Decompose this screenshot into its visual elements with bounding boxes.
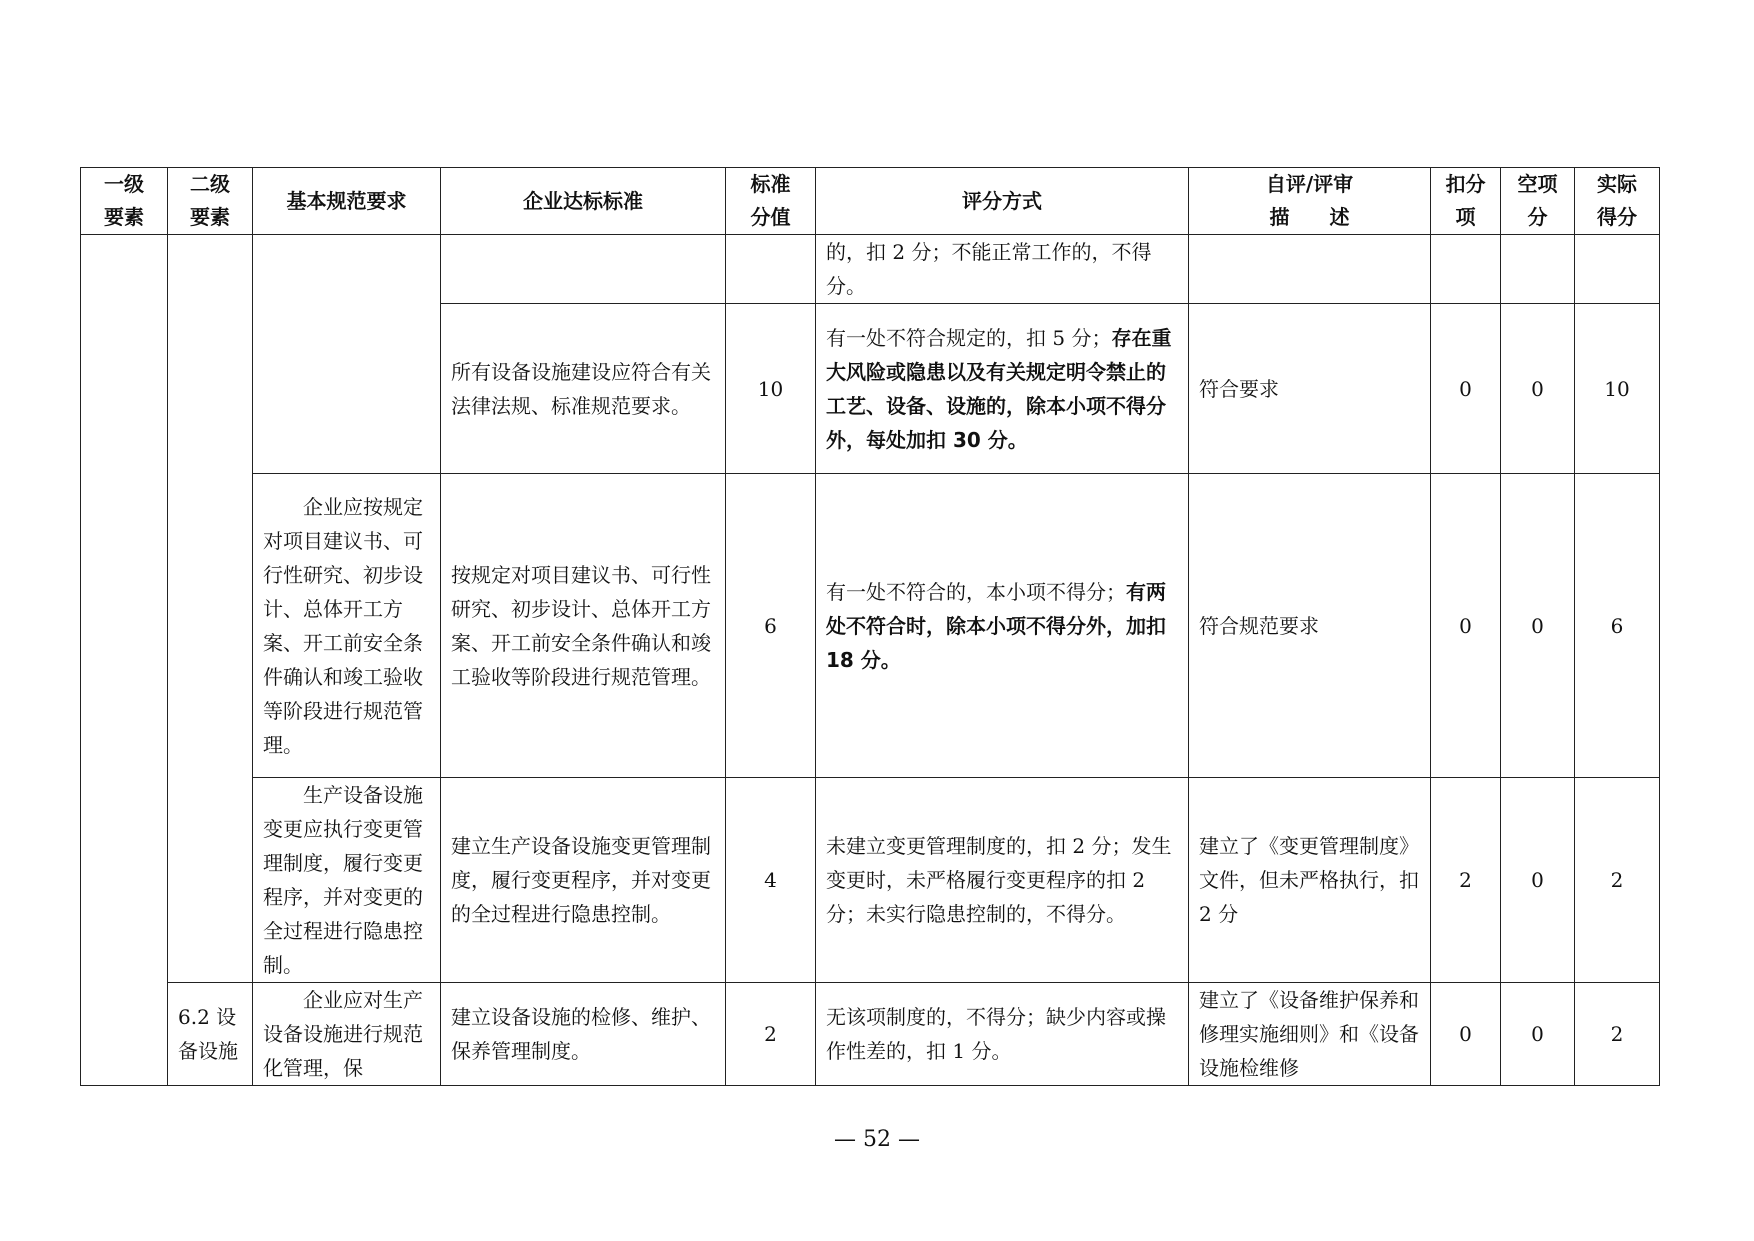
actual-cell: 10	[1575, 304, 1660, 474]
empty-cell: 0	[1501, 778, 1575, 983]
deduct-cell: 0	[1431, 983, 1501, 1086]
empty-cell: 0	[1501, 474, 1575, 778]
table-row	[81, 235, 1660, 304]
header-standard: 企业达标标准	[441, 168, 726, 235]
page-number: — 52 —	[834, 1127, 920, 1152]
description-cell: 建立了《变更管理制度》文件，但未严格执行，扣 2 分	[1189, 778, 1431, 983]
actual-cell: 6	[1575, 474, 1660, 778]
standard-cell: 建立设备设施的检修、维护、保养管理制度。	[441, 983, 726, 1086]
header-actual: 实际得分	[1575, 168, 1660, 235]
requirement-cell: 生产设备设施变更应执行变更管理制度，履行变更程序，并对变更的全过程进行隐患控制。	[253, 778, 441, 983]
scoring-plain: 有一处不符合规定的，扣 5 分；	[826, 325, 1112, 350]
standard-cell: 按规定对项目建议书、可行性研究、初步设计、总体开工方案、开工前安全条件确认和竣工验收等阶段进行规范管理。	[441, 474, 726, 778]
level2-cell	[168, 235, 253, 983]
score-cell: 10	[726, 304, 816, 474]
requirement-cell: 企业应按规定对项目建议书、可行性研究、初步设计、总体开工方案、开工前安全条件确认和竣工验收等阶段进行规范管理。	[253, 474, 441, 778]
description-cell: 建立了《设备维护保养和修理实施细则》和《设备设施检维修	[1189, 983, 1431, 1086]
table-row	[81, 983, 1660, 1086]
requirement-cell: 企业应对生产设备设施进行规范化管理，保	[253, 983, 441, 1086]
scoring-cell	[816, 474, 1189, 778]
score-cell: 4	[726, 778, 816, 983]
scoring-plain: 有一处不符合的，本小项不得分；	[826, 579, 1126, 604]
empty-cell	[1501, 235, 1575, 304]
empty-cell: 0	[1501, 304, 1575, 474]
deduct-cell	[1431, 235, 1501, 304]
level1-cell	[81, 235, 168, 1086]
scoring-cell: 的，扣 2 分；不能正常工作的，不得分。	[816, 235, 1189, 304]
scoring-cell: 无该项制度的，不得分；缺少内容或操作性差的，扣 1 分。	[816, 983, 1189, 1086]
header-description: 自评/评审描 述	[1189, 168, 1431, 235]
actual-cell	[1575, 235, 1660, 304]
requirement-cell	[253, 235, 441, 474]
table-row	[81, 778, 1660, 983]
actual-cell: 2	[1575, 778, 1660, 983]
scoring-table	[80, 167, 1660, 1086]
scoring-cell: 未建立变更管理制度的，扣 2 分；发生变更时，未严格履行变更程序的扣 2 分；未实行隐患控制的，不得分。	[816, 778, 1189, 983]
empty-cell: 0	[1501, 983, 1575, 1086]
header-row	[81, 168, 1660, 235]
description-cell: 符合规范要求	[1189, 474, 1431, 778]
header-requirement: 基本规范要求	[253, 168, 441, 235]
description-cell: 符合要求	[1189, 304, 1431, 474]
description-cell	[1189, 235, 1431, 304]
table-row	[81, 474, 1660, 778]
scoring-bold: 存在重大风险或隐患以及有关规定明令禁止的工艺、设备、设施的，除本小项不得分外，每处加扣 30 分。	[826, 325, 1172, 452]
header-level1: 一级要素	[81, 168, 168, 235]
deduct-cell: 0	[1431, 304, 1501, 474]
score-cell: 6	[726, 474, 816, 778]
deduct-cell: 2	[1431, 778, 1501, 983]
actual-cell: 2	[1575, 983, 1660, 1086]
scoring-bold: 有两处不符合时，除本小项不得分外，加扣 18 分。	[826, 579, 1166, 672]
header-score: 标准分值	[726, 168, 816, 235]
standard-cell: 所有设备设施建设应符合有关法律法规、标准规范要求。	[441, 304, 726, 474]
header-empty: 空项分	[1501, 168, 1575, 235]
standard-cell	[441, 235, 726, 304]
header-scoring: 评分方式	[816, 168, 1189, 235]
standard-cell: 建立生产设备设施变更管理制度，履行变更程序，并对变更的全过程进行隐患控制。	[441, 778, 726, 983]
header-level2: 二级要素	[168, 168, 253, 235]
score-cell	[726, 235, 816, 304]
level2-cell: 6.2 设备设施	[168, 983, 253, 1086]
scoring-cell	[816, 304, 1189, 474]
header-deduct: 扣分项	[1431, 168, 1501, 235]
deduct-cell: 0	[1431, 474, 1501, 778]
score-cell: 2	[726, 983, 816, 1086]
